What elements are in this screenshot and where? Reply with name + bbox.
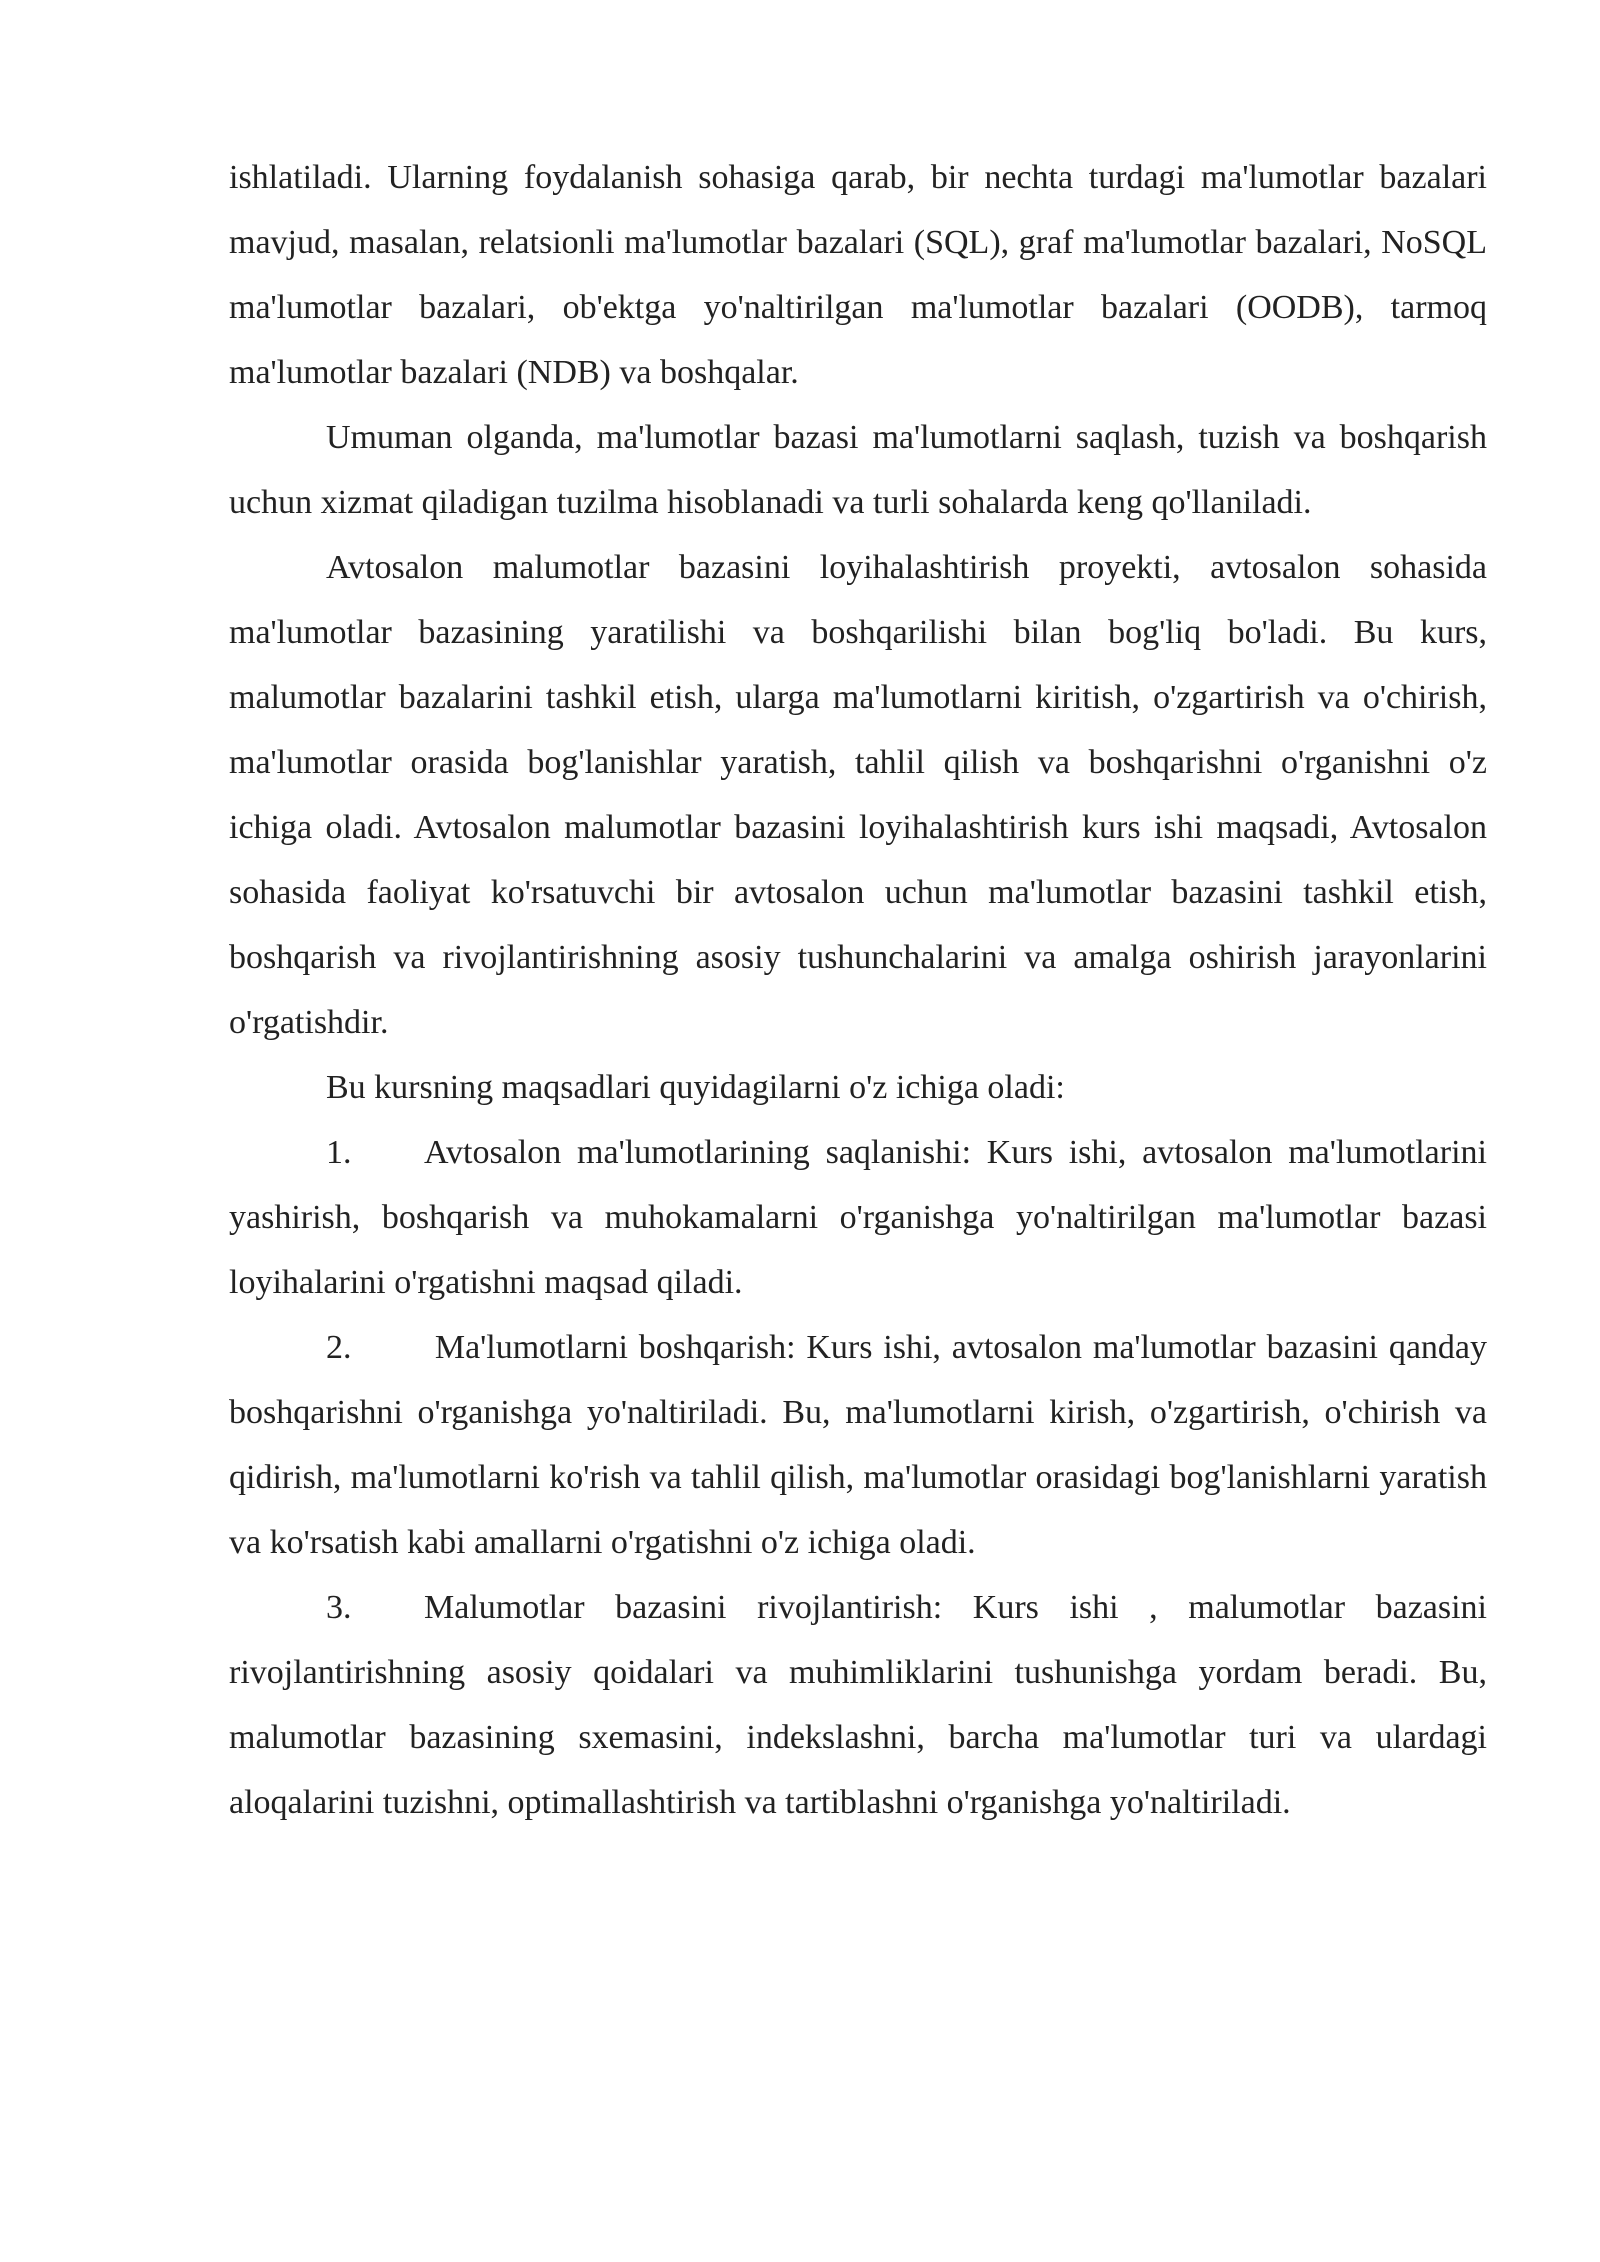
list-text: Ma'lumotlarni boshqarish: Kurs ishi, avtosalon ma'lumotlar bazasini qanday boshqarishni o'rganishga yo'naltiriladi. Bu, ma'lumotlarni kirish, o'zgartirish, o'chirish va qidirish, ma'lumotlarni ko'rish va tahlil qilish, ma'lumotlar orasidagi bog'lanishlarni yaratish va ko'rsatish kabi amallarni o'rgatishni o'z ichiga oladi.	[229, 1329, 1487, 1561]
list-number: 2.	[326, 1329, 352, 1366]
list-text: Malumotlar bazasini rivojlantirish: Kurs ishi , malumotlar bazasini rivojlantirishning asosiy qoidalari va muhimliklarini tushunishga yordam beradi. Bu, malumotlar bazasining sxemasini, indekslashni, barcha ma'lumotlar turi va ulardagi aloqalarini tuzishni, optimallashtirish va tartiblashni o'rganishga yo'naltiriladi.	[229, 1589, 1487, 1821]
list-number: 1.	[326, 1134, 352, 1171]
paragraph-goals-intro: Bu kursning maqsadlari quyidagilarni o'z ichiga oladi:	[326, 1069, 1065, 1106]
list-item	[229, 1315, 1487, 1575]
document-body	[229, 145, 1487, 1835]
list-item	[229, 1575, 1487, 1835]
list-number: 3.	[326, 1589, 352, 1626]
list-item	[229, 1120, 1487, 1315]
paragraph-db-types: ishlatiladi. Ularning foydalanish sohasiga qarab, bir nechta turdagi ma'lumotlar bazalari mavjud, masalan, relatsionli ma'lumotlar bazalari (SQL), graf ma'lumotlar bazalari, NoSQL ma'lumotlar bazalari, ob'ektga yo'naltirilgan ma'lumotlar bazalari (OODB), tarmoq ma'lumotlar bazalari (NDB) va boshqalar.	[229, 159, 1487, 391]
paragraph-summary: Umuman olganda, ma'lumotlar bazasi ma'lumotlarni saqlash, tuzish va boshqarish uchun xizmat qiladigan tuzilma hisoblanadi va turli sohalarda keng qo'llaniladi.	[229, 419, 1487, 521]
paragraph-project-description: Avtosalon malumotlar bazasini loyihalashtirish proyekti, avtosalon sohasida ma'lumotlar bazasining yaratilishi va boshqarilishi bilan bog'liq bo'ladi. Bu kurs, malumotlar bazalarini tashkil etish, ularga ma'lumotlarni kiritish, o'zgartirish va o'chirish, ma'lumotlar orasida bog'lanishlar yaratish, tahlil qilish va boshqarishni o'rganishni o'z ichiga oladi. Avtosalon malumotlar bazasini loyihalashtirish kurs ishi maqsadi, Avtosalon sohasida faoliyat ko'rsatuvchi bir avtosalon uchun ma'lumotlar bazasini tashkil etish, boshqarish va rivojlantirishning asosiy tushunchalarini va amalga oshirish jarayonlarini o'rgatishdir.	[229, 549, 1487, 1041]
list-text: Avtosalon ma'lumotlarining saqlanishi: Kurs ishi, avtosalon ma'lumotlarini yashirish, boshqarish va muhokamalarni o'rganishga yo'naltirilgan ma'lumotlar bazasi loyihalarini o'rgatishni maqsad qiladi.	[229, 1134, 1487, 1301]
